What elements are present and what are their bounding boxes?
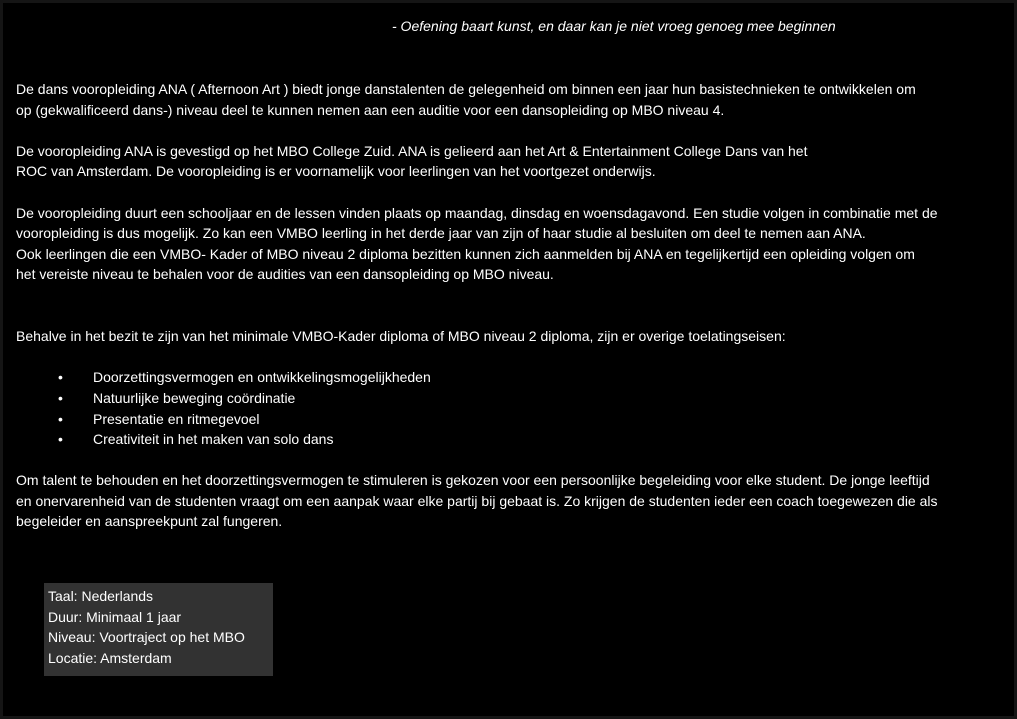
coaching-line-1: Om talent te behouden en het doorzettingsvermogen te stimuleren is gekozen voor een persoonlijke begeleiding voor elke student. De jonge leeftijd	[16, 472, 930, 489]
requirements-list	[16, 367, 1006, 449]
quote: - Oefening baart kunst, en daar kan je niet vroeg genoeg mee beginnen	[392, 18, 836, 34]
list-item-text: Natuurlijke beweging coördinatie	[93, 389, 296, 406]
bullet: •	[58, 369, 63, 386]
info-location: Locatie: Amsterdam	[48, 649, 172, 666]
duration-line-4: het vereiste niveau te behalen voor de audities van een dansopleiding op MBO niveau.	[16, 266, 554, 283]
list-item-text: Presentatie en ritmegevoel	[93, 410, 260, 427]
info-box	[44, 583, 273, 676]
list-item-text: Creativiteit in het maken van solo dans	[93, 431, 334, 448]
info-duration: Duur: Minimaal 1 jaar	[48, 608, 182, 625]
list-item	[16, 367, 1006, 388]
location-line-2: ROC van Amsterdam. De vooropleiding is er voornamelijk voor leerlingen van het voortgezet onderwijs.	[16, 163, 656, 180]
list-item	[16, 388, 1006, 409]
coaching-line-2: en onervarenheid van de studenten vraagt om een aanpak waar elke partij bij gebaat is. Zo krijgen de studenten ieder een coach toegewezen die als	[16, 492, 938, 509]
intro-line-2: op (gekwalificeerd dans-) niveau deel te kunnen nemen aan een auditie voor een dansopleiding op MBO niveau 4.	[16, 101, 725, 118]
coaching-line-3: begeleider en aanspreekpunt zal fungeren.	[16, 513, 283, 530]
requirements-intro: Behalve in het bezit te zijn van het minimale VMBO-Kader diploma of MBO niveau 2 diploma, zijn er overige toelatingseisen:	[16, 328, 786, 345]
info-language: Taal: Nederlands	[48, 588, 154, 604]
list-item	[16, 429, 1006, 450]
main-content	[16, 79, 1006, 532]
duration-line-2: vooropleiding is dus mogelijk. Zo kan een VMBO leerling in het derde jaar van zijn of haar studie al besluiten om deel te nemen aan ANA.	[16, 225, 866, 242]
intro-paragraph	[16, 79, 1006, 120]
location-line-1: De vooropleiding ANA is gevestigd op het MBO College Zuid. ANA is gelieerd aan het Art & Entertainment College Dans van het	[16, 142, 808, 159]
duration-line-1: De vooropleiding duurt een schooljaar en de lessen vinden plaats op maandag, dinsdag en woensdagavond. Een studie volgen in combinatie met de	[16, 204, 938, 221]
location-paragraph	[16, 141, 1006, 182]
bullet: •	[58, 389, 63, 406]
list-item	[16, 409, 1006, 430]
coaching-paragraph	[16, 470, 1006, 532]
list-item-text: Doorzettingsvermogen en ontwikkelingsmogelijkheden	[93, 369, 431, 386]
bullet: •	[58, 431, 63, 448]
duration-paragraph	[16, 203, 1006, 285]
duration-line-3: Ook leerlingen die een VMBO- Kader of MBO niveau 2 diploma bezitten kunnen zich aanmelden bij ANA en tegelijkertijd een opleiding volgen om	[16, 245, 915, 262]
bullet: •	[58, 410, 63, 427]
intro-line-1: De dans vooropleiding ANA ( Afternoon Art ) biedt jonge danstalenten de gelegenheid om binnen een jaar hun basistechnieken te ontwikkelen om	[16, 81, 916, 97]
info-level: Niveau: Voortraject op het MBO	[48, 629, 245, 646]
